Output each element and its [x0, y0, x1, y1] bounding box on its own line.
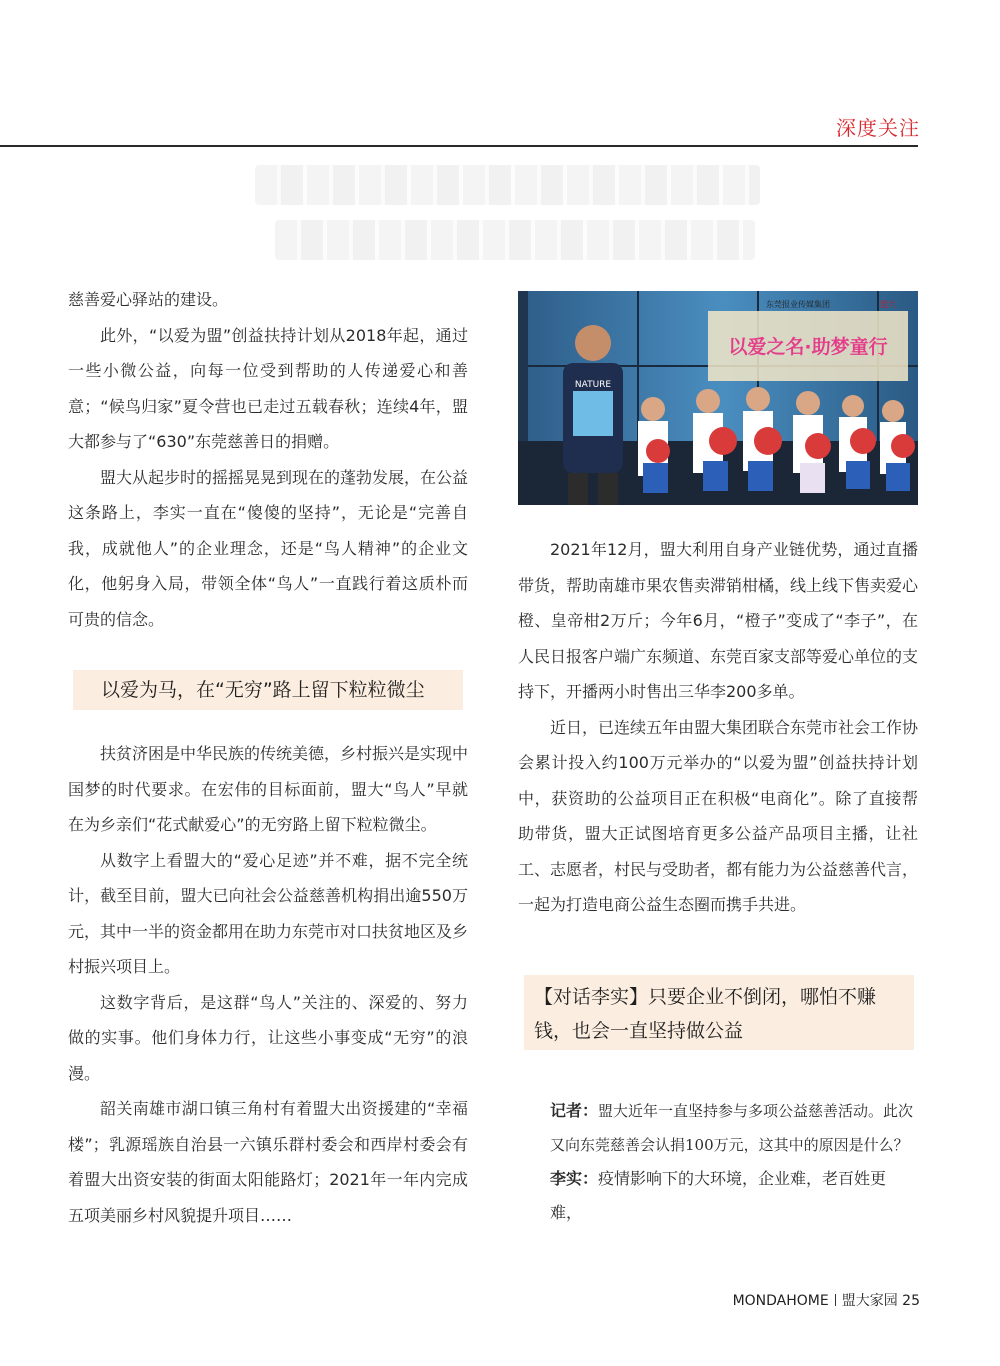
header-rule	[0, 145, 918, 147]
answer-text: 疫情影响下的大环境，企业难，老百姓更难，	[550, 1169, 887, 1222]
answer-speaker: 李实：	[550, 1169, 599, 1188]
footer-magazine: 盟大家园	[841, 1293, 898, 1309]
faded-title-watermark	[0, 150, 1000, 270]
question-text: 盟大近年一直坚持参与多项公益慈善活动。此次又向东莞慈善会认捐100万元，这其中的原因是什么？	[550, 1102, 914, 1154]
photo-logo-text: 东莞报业传媒集团	[766, 300, 830, 309]
footer-brand: MONDAHOME	[732, 1293, 829, 1309]
paragraph: 近日，已连续五年由盟大集团联合东莞市社会工作协会累计投入约100万元举办的“以爱为盟”创益扶持计划中，获资助的公益项目正在积极“电商化”。除了直接帮助带货，盟大正试图培育更多公益产品项目主播，让社工、志愿者，村民与受助者，都有能力为公益慈善代言，一起为打造电商公益生态圈而携手共进。	[518, 717, 919, 914]
event-photo	[518, 291, 918, 505]
photo-brand-text: 盟大	[880, 300, 896, 309]
subheading-callout: 以爱为马，在“无穷”路上留下粒粒微尘	[73, 670, 463, 710]
photo-banner-text: 以爱之名·助梦童行	[728, 336, 888, 358]
interview-heading-callout: 【对话李实】只要企业不倒闭，哪怕不赚钱，也会一直坚持做公益	[524, 975, 914, 1050]
section-tag: 深度关注	[836, 116, 920, 140]
left-column-top	[68, 282, 468, 637]
answer-line	[518, 1162, 918, 1230]
paragraph: 慈善爱心驿站的建设。	[68, 290, 229, 309]
shirt-text: NATURE	[574, 380, 612, 390]
paragraph: 盟大从起步时的摇摇晃晃到现在的蓬勃发展，在公益这条路上，李实一直在“傻傻的坚持”，无论是“完善自我，成就他人”的企业理念，还是“鸟人精神”的企业文化，他躬身入局，带领全体“鸟人”一直践行着这质朴而可贵的信念。	[68, 467, 469, 629]
paragraph: 这数字背后，是这群“鸟人”关注的、深爱的、努力做的实事。他们身体力行，让这些小事变成“无穷”的浪漫。	[68, 992, 468, 1083]
question-line	[518, 1094, 918, 1162]
question-speaker: 记者：	[550, 1101, 599, 1120]
left-column-bottom	[68, 736, 468, 1233]
interview-block	[518, 1094, 918, 1230]
paragraph: 扶贫济困是中华民族的传统美德，乡村振兴是实现中国梦的时代要求。在宏伟的目标面前，盟大“鸟人”早就在为乡亲们“花式献爱心”的无穷路上留下粒粒微尘。	[68, 744, 469, 834]
paragraph: 2021年12月，盟大利用自身产业链优势，通过直播带货，帮助南雄市果农售卖滞销柑橘，线上线下售卖爱心橙、皇帝柑2万斤；今年6月，“橙子”变成了“李子”，在人民日报客户端广东频道、东莞百家支部等爱心单位的支持下，开播两小时售出三华李200多单。	[518, 540, 919, 701]
page-footer	[600, 1290, 920, 1310]
footer-divider	[835, 1294, 836, 1306]
page-number: 25	[902, 1293, 920, 1309]
paragraph: 从数字上看盟大的“爱心足迹”并不难，据不完全统计，截至目前，盟大已向社会公益慈善机构捐出逾550万元，其中一半的资金都用在助力东莞市对口扶贫地区及乡村振兴项目上。	[68, 850, 469, 976]
paragraph: 此外，“以爱为盟”创益扶持计划从2018年起，通过一些小微公益，向每一位受到帮助的人传递爱心和善意；“候鸟归家”夏令营也已走过五载春秋；连续4年，盟大都参与了“630”东莞慈善日的捐赠。	[68, 325, 468, 451]
paragraph: 韶关南雄市湖口镇三角村有着盟大出资援建的“幸福楼”；乳源瑶族自治县一六镇乐群村委会和西岸村委会有着盟大出资安装的街面太阳能路灯；2021年一年内完成五项美丽乡村风貌提升项目……	[68, 1099, 468, 1225]
right-column	[518, 532, 918, 923]
